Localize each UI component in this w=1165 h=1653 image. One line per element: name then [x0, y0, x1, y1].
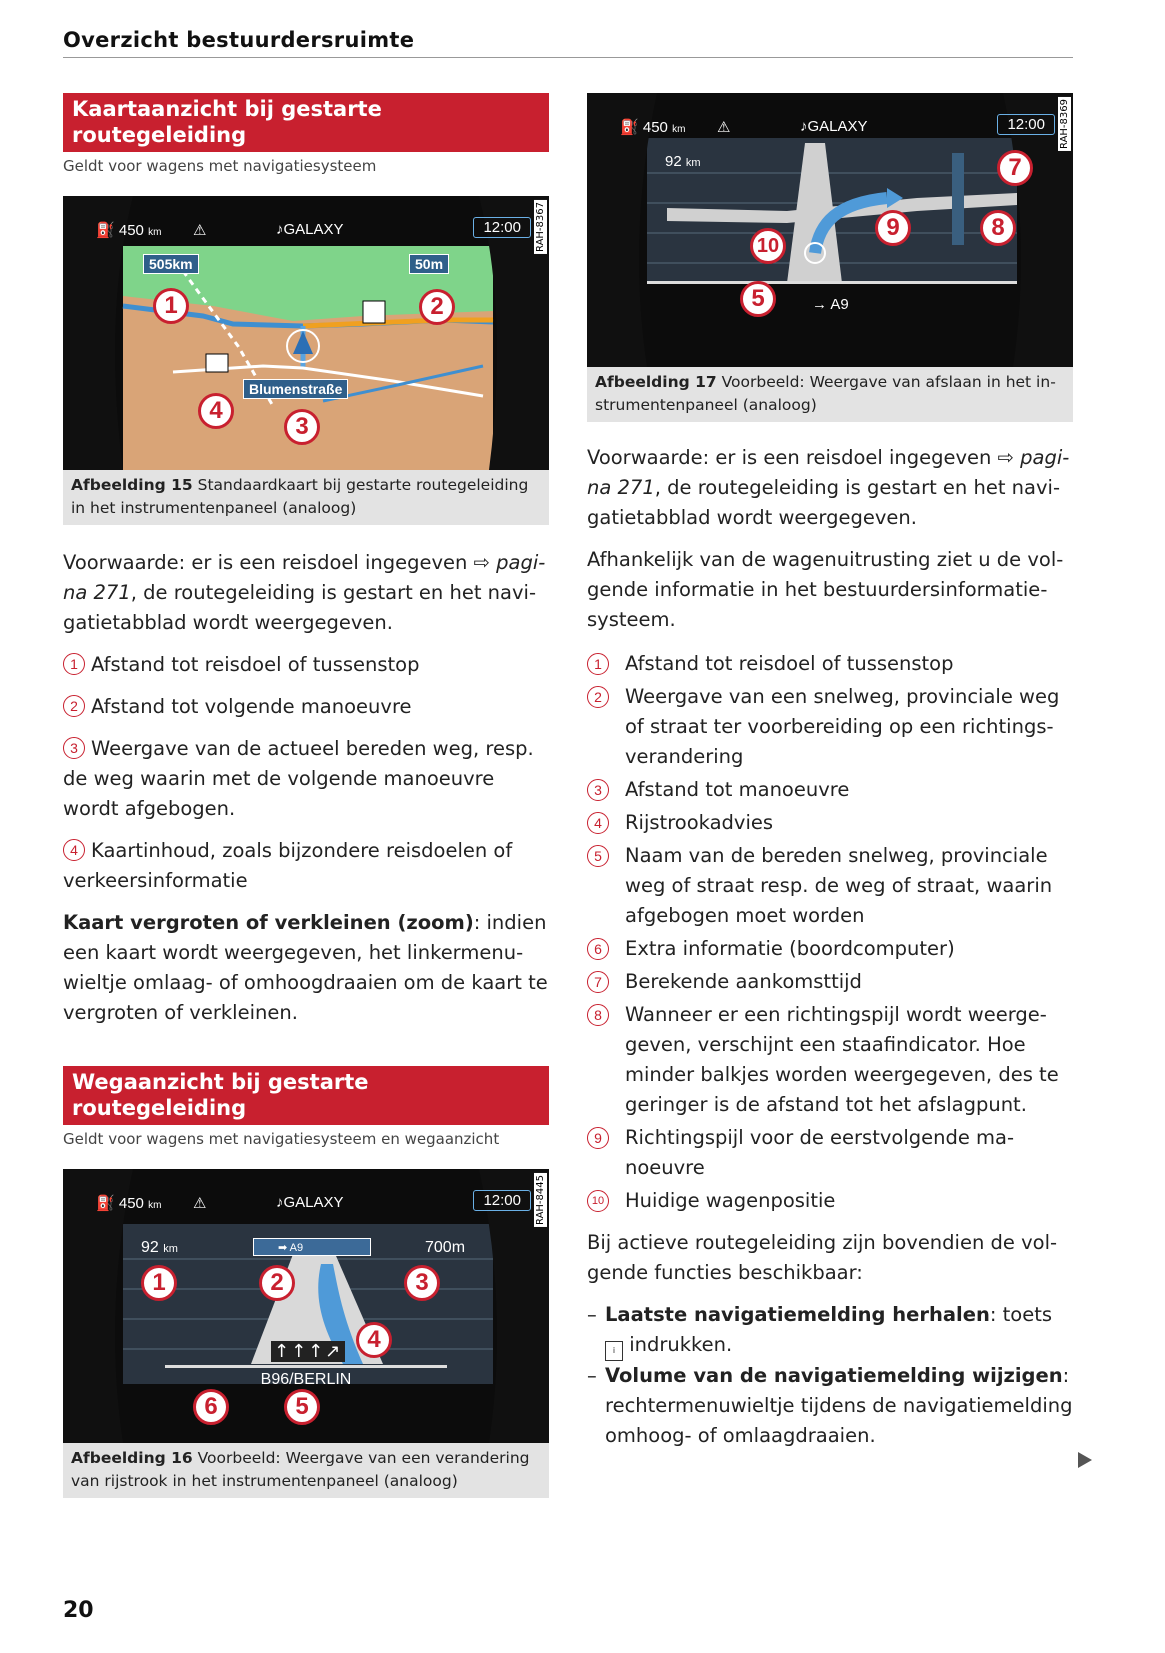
section-title-road-view: Wegaanzicht bij gestarte routegeleiding: [63, 1066, 549, 1125]
list-item: 2 Weergave van een snelweg, provinciale weg of straat ter voorbereiding op een richtingsverandering: [587, 682, 1073, 772]
intro-paragraph-left: Voorwaarde: er is een reisdoel ingegeven ⇨ pagina 271, de routegeleiding is gestart en het navigatietabblad wordt weergegeven.: [63, 551, 546, 634]
callout-8: 8: [980, 210, 1016, 246]
warning-icon: ⚠: [193, 222, 207, 239]
distance-destination: 92 km: [665, 153, 701, 170]
page-number: 20: [63, 1598, 94, 1623]
distance-next: 700m: [425, 1239, 466, 1256]
list-item: 1 Afstand tot reisdoel of tussenstop: [63, 650, 549, 680]
left-column: [63, 93, 549, 1498]
radio-station: ♪GALAXY: [276, 1194, 344, 1211]
list-item: 9 Richtingspijl voor de eerstvolgende manoeuvre: [587, 1123, 1073, 1183]
callout-5: 5: [284, 1389, 320, 1425]
clock: 12:00: [997, 114, 1055, 135]
list-item: 4 Kaartinhoud, zoals bijzondere reisdoelen of verkeersinformatie: [63, 839, 513, 892]
distance-next-label: 50m: [409, 254, 449, 274]
callout-1: 1: [153, 288, 189, 324]
continue-arrow-icon: [1078, 1452, 1092, 1468]
range-readout: ⛽ 450 km: [96, 222, 162, 239]
caption-text: Standaardkaart bij gestarte routegeleiding in het instrumentenpaneel (analoog): [71, 476, 529, 517]
callout-6: 6: [193, 1389, 229, 1425]
road-name: → A9: [812, 296, 849, 313]
list-item: – Volume van de navigatiemelding wijzigen: rechtermenuwieltje tijdens de navigatiemelding omhoog- of omlaagdraaien.: [587, 1361, 1073, 1451]
callout-3: 3: [284, 409, 320, 445]
callout-2: 2: [419, 289, 455, 325]
list-item: 5 Naam van de bereden snelweg, provinciale weg of straat resp. de weg of straat, waarin afgebogen moet worden: [587, 841, 1073, 931]
range-readout: ⛽ 450 km: [620, 119, 686, 136]
road-sign: ➡ A9: [253, 1238, 371, 1256]
warning-icon: ⚠: [193, 1195, 207, 1212]
list-item: 4 Rijstrookadvies: [587, 808, 1073, 838]
figure-16-road-screen: [63, 1169, 549, 1443]
page-link[interactable]: pagina 271: [587, 446, 1070, 499]
distance-destination: 92 km: [141, 1239, 178, 1256]
callout-3: 3: [404, 1265, 440, 1301]
functions-intro: Bij actieve routegeleiding zijn bovendien de volgende functies beschikbaar:: [587, 1231, 1058, 1284]
range-readout: ⛽ 450 km: [96, 1195, 162, 1212]
section-subtitle-map-view: Geldt voor wagens met navigatiesysteem: [63, 157, 377, 175]
list-item: – Laatste navigatiemelding herhalen: toets i indrukken.: [587, 1300, 1073, 1361]
clock: 12:00: [473, 217, 531, 238]
page-header: [63, 28, 1073, 58]
zoom-paragraph: Kaart vergroten of verkleinen (zoom): indien een kaart wordt weergegeven, het linkermenuwieltje omlaag- of omhoogdraaien om de kaart te vergroten of verkleinen.: [63, 911, 548, 1024]
nav-repeat-key-icon: i: [605, 1341, 623, 1361]
figure-ref: RAH-8445: [535, 1175, 546, 1225]
functions-list: [587, 1300, 1073, 1451]
radio-station: ♪GALAXY: [276, 221, 344, 238]
legend-list-right: [587, 649, 1073, 1216]
street-name-label: Blumenstraße: [243, 379, 348, 399]
right-column: [587, 93, 1073, 1451]
callout-5: 5: [740, 281, 776, 317]
page-title: Overzicht bestuurdersruimte: [63, 28, 415, 52]
legend-list-left: [63, 650, 549, 896]
list-item: 3 Afstand tot manoeuvre: [587, 775, 1073, 805]
section-title-map-view: Kaartaanzicht bij gestarte routegeleiding: [63, 93, 549, 152]
callout-10: 10: [750, 228, 786, 264]
warning-icon: ⚠: [717, 119, 731, 136]
distance-destination-label: 505km: [143, 254, 199, 274]
callout-4: 4: [356, 1322, 392, 1358]
figure-ref: RAH-8369: [1059, 99, 1070, 149]
figure-15-caption: [63, 470, 549, 525]
list-item: 10 Huidige wagenpositie: [587, 1186, 1073, 1216]
caption-label: Afbeelding 15: [71, 476, 193, 494]
figure-17-turn-screen: [587, 93, 1073, 367]
intro-paragraph-right: Voorwaarde: er is een reisdoel ingegeven ⇨ pagina 271, de routegeleiding is gestart en het navigatietabblad wordt weergegeven.: [587, 446, 1070, 529]
clock: 12:00: [473, 1190, 531, 1211]
figure-ref: RAH-8367: [535, 202, 546, 252]
callout-7: 7: [997, 150, 1033, 186]
equipment-paragraph: Afhankelijk van de wagenuitrusting ziet u de volgende informatie in het bestuurdersinformatiesysteem.: [587, 548, 1064, 631]
lane-arrows-icon: ↑↑↑↗: [271, 1341, 345, 1362]
callout-1: 1: [141, 1265, 177, 1301]
callout-2: 2: [259, 1265, 295, 1301]
page-link[interactable]: pagina 271: [63, 551, 546, 604]
section-subtitle-road-view: Geldt voor wagens met navigatiesysteem en wegaanzicht: [63, 1130, 500, 1148]
figure-17-caption: Afbeelding 17 Voorbeeld: Weergave van afslaan in het instrumentenpaneel (analoog): [587, 367, 1073, 422]
list-item: 1 Afstand tot reisdoel of tussenstop: [587, 649, 1073, 679]
callout-9: 9: [875, 210, 911, 246]
list-item: 3 Weergave van de actueel bereden weg, resp. de weg waarin met de volgende manoeuvre wordt afgebogen.: [63, 737, 534, 820]
list-item: 7 Berekende aankomsttijd: [587, 967, 1073, 997]
figure-16-caption: Afbeelding 16 Voorbeeld: Weergave van een verandering van rijstrook in het instrumentenpaneel (analoog): [63, 1443, 549, 1498]
radio-station: ♪GALAXY: [800, 118, 868, 135]
list-item: 6 Extra informatie (boordcomputer): [587, 934, 1073, 964]
road-name: B96/BERLIN: [260, 1371, 352, 1388]
list-item: 2 Afstand tot volgende manoeuvre: [63, 692, 549, 722]
list-item: 8 Wanneer er een richtingspijl wordt weergegeven, verschijnt een staafindicator. Hoe minder balkjes worden weergegeven, des te geringer is de afstand tot het afslagpunt.: [587, 1000, 1073, 1120]
callout-4: 4: [198, 393, 234, 429]
figure-15-map-screen: [63, 196, 549, 470]
